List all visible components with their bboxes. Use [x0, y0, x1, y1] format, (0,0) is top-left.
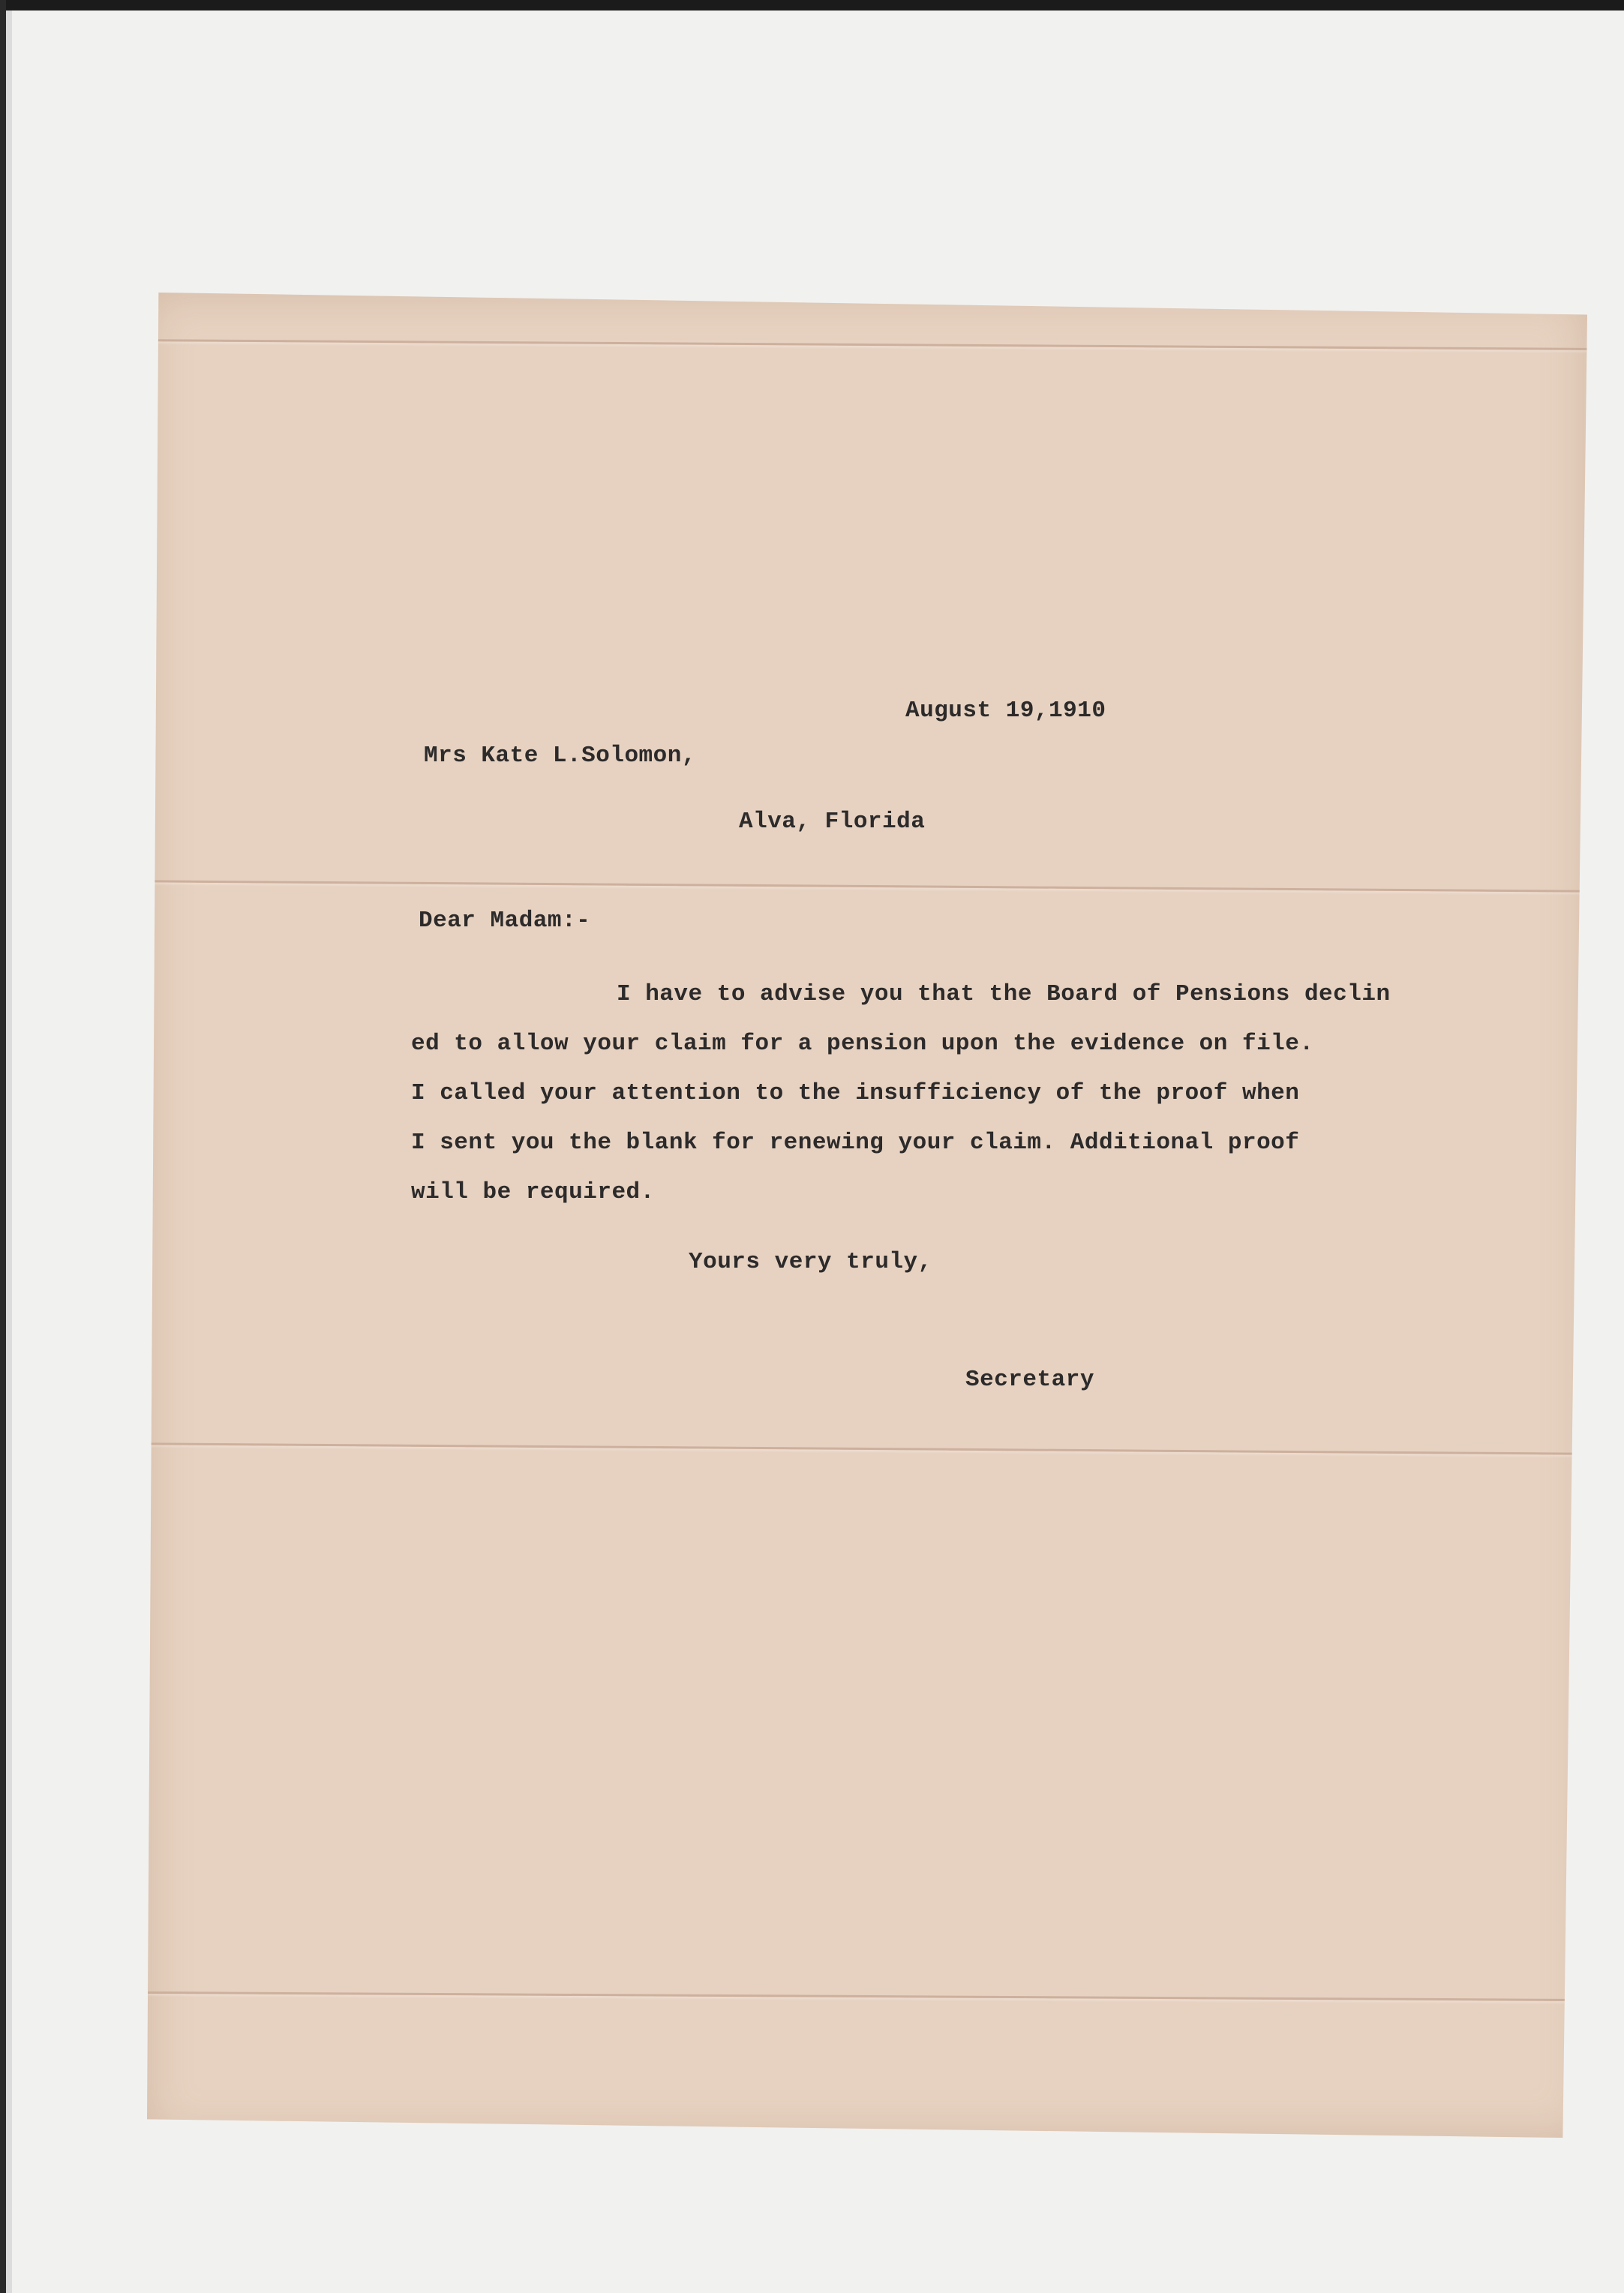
recipient-place: Alva, Florida: [739, 809, 926, 835]
body-line: I sent you the blank for renewing your claim. Additional proof: [411, 1130, 1300, 1156]
recipient-name: Mrs Kate L.Solomon,: [424, 743, 696, 769]
fold-line: [147, 1442, 1587, 1454]
scan-border-left-inner: [6, 11, 12, 2293]
fold-line: [147, 1991, 1587, 2001]
scan-border-top: [0, 0, 1624, 11]
scan-border-left: [0, 0, 6, 2293]
fold-line: [147, 880, 1587, 892]
closing: Yours very truly,: [689, 1249, 932, 1275]
fold-line: [147, 339, 1587, 350]
signature-title: Secretary: [965, 1367, 1094, 1393]
salutation: Dear Madam:-: [419, 908, 591, 934]
letter-date: August 19,1910: [905, 698, 1106, 724]
body-line: I called your attention to the insufficiency of the proof when: [411, 1080, 1300, 1106]
body-line: will be required.: [411, 1179, 655, 1205]
letter-sheet: [147, 293, 1587, 2138]
body-line: ed to allow your claim for a pension upon the evidence on file.: [411, 1031, 1314, 1057]
body-line: I have to advise you that the Board of Pensions declin: [617, 981, 1391, 1007]
